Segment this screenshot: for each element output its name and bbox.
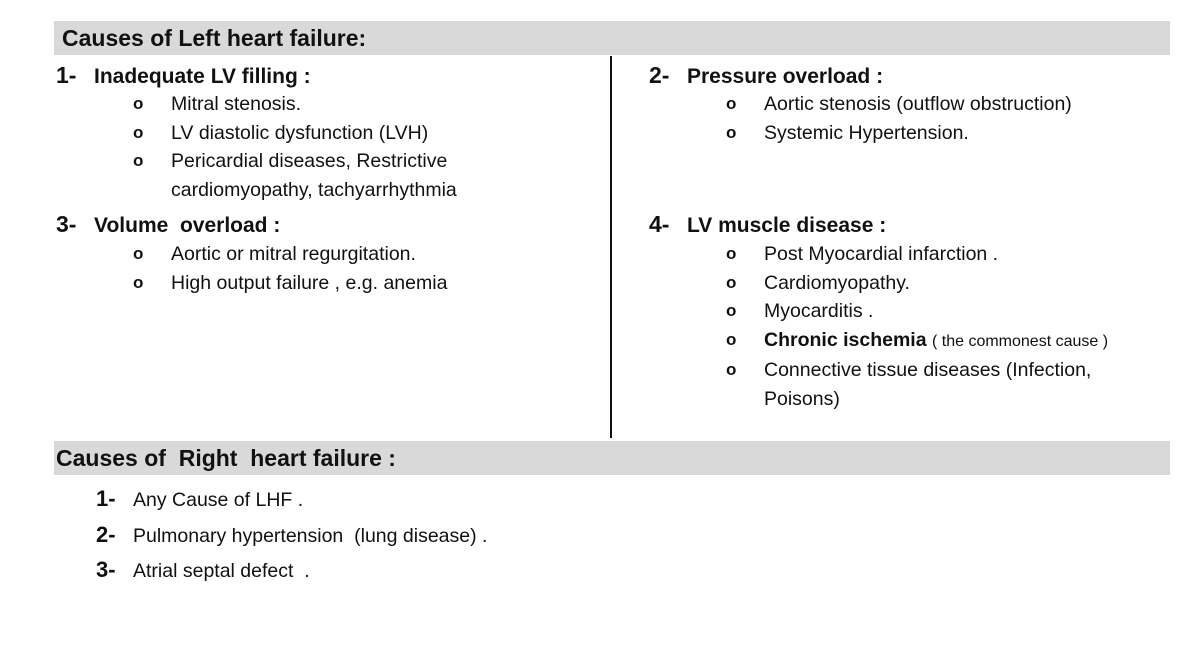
list-item: o High output failure , e.g. anemia [133, 269, 573, 298]
list-lv-muscle-disease [726, 240, 1171, 413]
group-heading-pressure-overload: 2- Pressure overload : [649, 62, 884, 88]
list-item: o LV diastolic dysfunction (LVH) [133, 119, 533, 148]
bullet-icon: o [726, 360, 737, 379]
bullet-icon: o [726, 244, 737, 263]
list-item: o Pericardial diseases, Restrictive cardiomyopathy, tachyarrhythmia [133, 147, 533, 204]
list-pressure-overload [726, 90, 1166, 147]
bullet-icon: o [133, 122, 144, 142]
list-item: o Connective tissue diseases (Infection, Poisons) [726, 356, 1171, 413]
list-item: 2- Pulmonary hypertension (lung disease) . [96, 521, 488, 547]
list-item: o Systemic Hypertension. [726, 119, 1166, 148]
bullet-icon: o [726, 272, 737, 292]
list-right-hf-causes [96, 482, 487, 589]
list-item: 3- Atrial septal defect . [96, 557, 310, 582]
bullet-icon: o [726, 94, 737, 113]
list-inadequate-lv-filling [133, 90, 533, 204]
left-hf-header [54, 21, 1170, 55]
group-heading-volume-overload: 3- Volume overload : [56, 211, 281, 237]
bullet-icon: o [133, 272, 144, 292]
bullet-icon: o [133, 94, 144, 113]
list-item [726, 326, 1171, 357]
bullet-icon: o [133, 151, 144, 170]
list-item: o Mitral stenosis. [133, 90, 533, 119]
list-item: o Post Myocardial infarction . [726, 240, 1171, 269]
list-item: o Cardiomyopathy. [726, 269, 1171, 298]
list-item: 1- Any Cause of LHF . [96, 486, 304, 511]
bullet-icon: o [726, 301, 737, 320]
group-heading-inadequate-lv-filling: 1- Inadequate LV filling : [56, 62, 311, 88]
left-hf-title: Causes of Left heart failure: [62, 25, 367, 51]
commonest-cause-note: ( the commonest cause ) [931, 332, 1109, 350]
group-heading-lv-muscle-disease: 4- LV muscle disease : [649, 211, 887, 237]
emphasis-chronic-ischemia: Chronic ischemia [764, 328, 927, 351]
list-item: o Myocarditis . [726, 297, 1171, 326]
list-item: o Aortic stenosis (outflow obstruction) [726, 90, 1166, 119]
list-item: o Aortic or mitral regurgitation. [133, 240, 573, 269]
list-volume-overload [133, 240, 573, 297]
column-divider [610, 56, 612, 438]
bullet-icon: o [133, 244, 144, 263]
right-hf-title: Causes of Right heart failure : [56, 445, 396, 471]
right-hf-header [54, 441, 1170, 475]
bullet-icon: o [726, 329, 737, 349]
bullet-icon: o [726, 122, 737, 142]
